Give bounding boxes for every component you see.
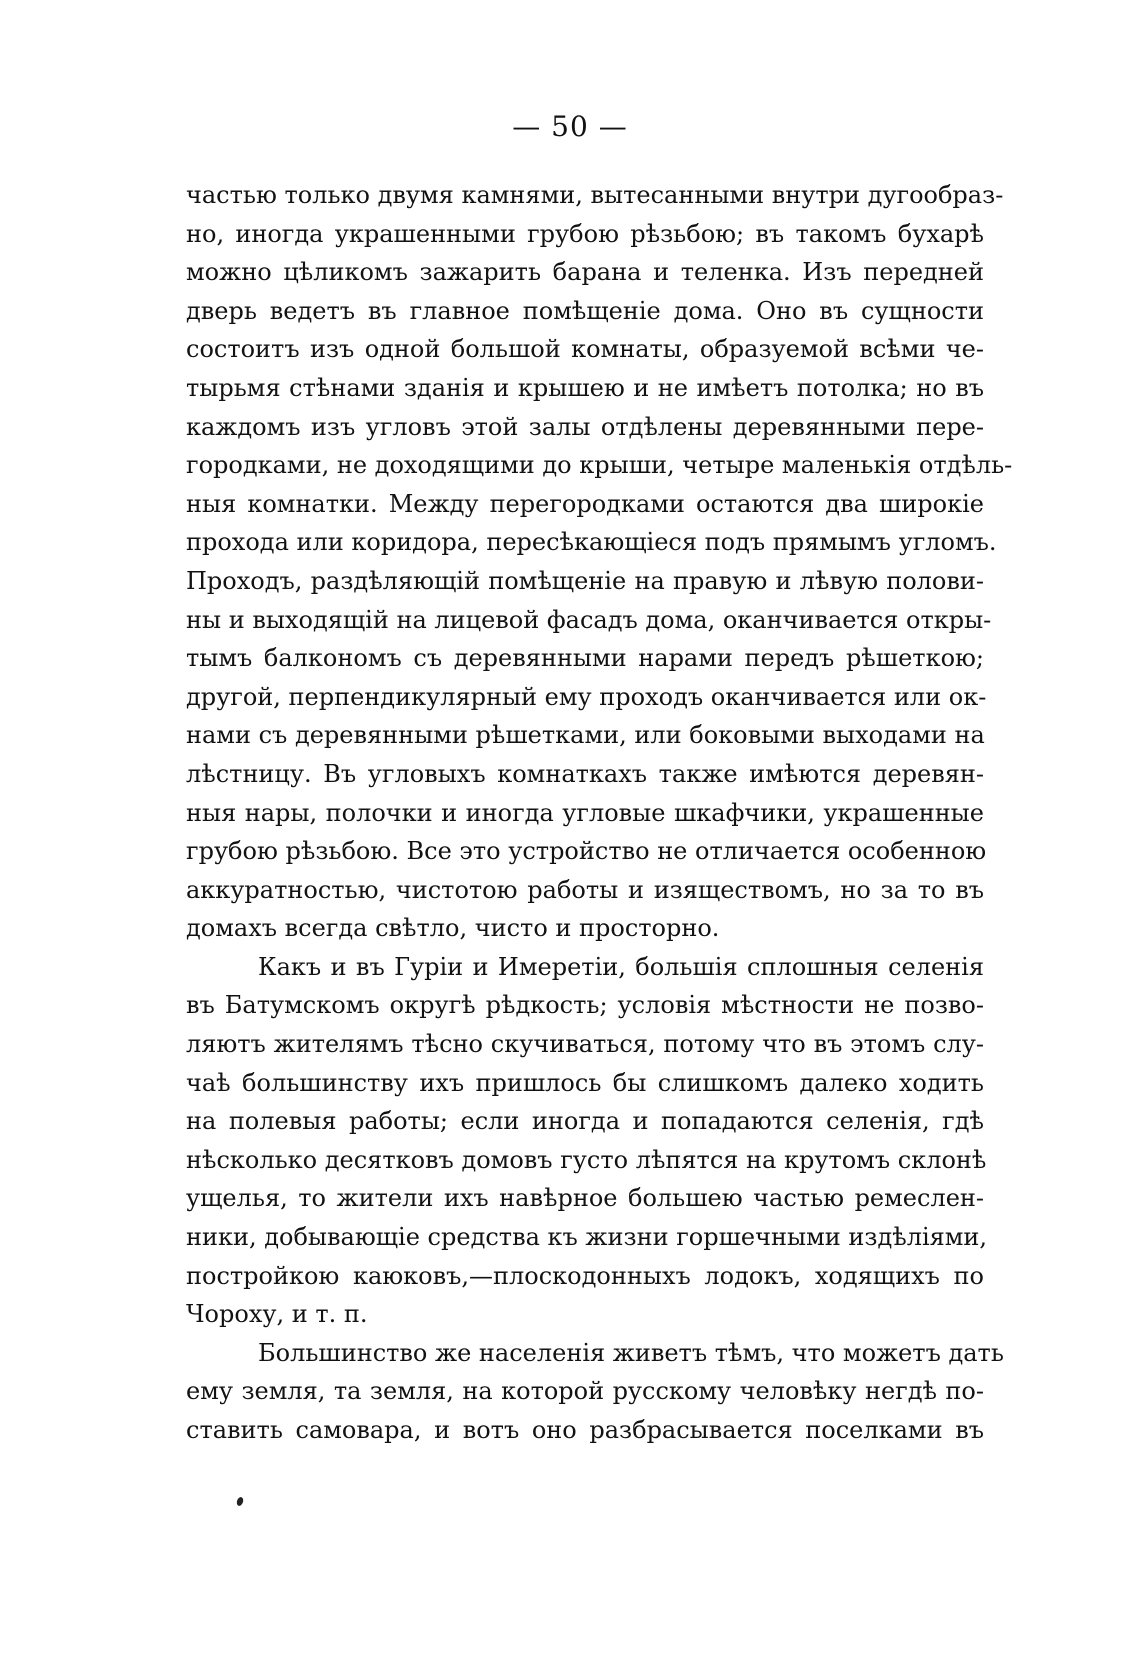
text-line: ныя нары, полочки и иногда угловые шкафчики, украшенные [186, 798, 984, 827]
text-line: ныя комнатки. Между перегородками остаются два широкіе [186, 489, 984, 518]
text-line: ники, добывающіе средства къ жизни горшечными издѣліями, [186, 1223, 988, 1252]
text-line: нами съ деревянными рѣшетками, или боковыми выходами на [186, 721, 985, 750]
text-line: частью только двумя камнями, вытесанными внутри дугообраз- [186, 181, 1004, 209]
text-line: Большинство же населенія живетъ тѣмъ, что можетъ дать [258, 1338, 1004, 1367]
body-text [186, 176, 1013, 1450]
text-line: городками, не доходящими до крыши, четыре маленькія отдѣль- [186, 451, 1013, 480]
text-line: домахъ всегда свѣтло, чисто и просторно. [186, 914, 720, 943]
text-line: тымъ балкономъ съ деревянными нарами передъ рѣшеткою; [186, 644, 984, 673]
text-line: ляютъ жителямъ тѣсно скучиваться, потому что въ этомъ слу- [186, 1030, 984, 1059]
text-line: на полевыя работы; если иногда и попадаются селенія, гдѣ [186, 1107, 984, 1136]
text-line: Какъ и въ Гуріи и Имеретіи, большія сплошныя селенія [258, 952, 984, 981]
text-line: можно цѣликомъ зажарить барана и теленка. Изъ передней [186, 258, 984, 287]
text-line: чаѣ большинству ихъ пришлось бы слишкомъ далеко ходить [186, 1068, 984, 1097]
text-line: тырьмя стѣнами зданія и крышею и не имѣетъ потолка; но въ [186, 373, 984, 402]
paragraph-2 [186, 948, 988, 1334]
text-line: Проходъ, раздѣляющій помѣщеніе на правую и лѣвую полови- [186, 566, 984, 595]
text-line: Чороху, и т. п. [186, 1300, 368, 1329]
text-line: каждомъ изъ угловъ этой залы отдѣлены деревянными пере- [186, 412, 984, 441]
text-line: другой, перпендикулярный ему проходъ оканчивается или ок- [186, 682, 987, 711]
text-line: грубою рѣзьбою. Все это устройство не отличается особенною [186, 837, 987, 866]
text-line: прохода или коридора, пересѣкающіеся подъ прямымъ угломъ. [186, 528, 997, 557]
text-line: въ Батумскомъ округѣ рѣдкость; условія мѣстности не позво- [186, 991, 984, 1020]
text-line: ущелья, то жители ихъ навѣрное большею частью ремеслен- [186, 1184, 984, 1213]
paragraph-3 [186, 1334, 1004, 1450]
page-number: — 50 — [512, 110, 628, 143]
paragraph-1 [186, 176, 1013, 948]
text-line: постройкою каюковъ,—плоскодонныхъ лодокъ, ходящихъ по [186, 1261, 984, 1290]
text-line: дверь ведетъ въ главное помѣщеніе дома. Оно въ сущности [186, 296, 984, 325]
text-line: ны и выходящій на лицевой фасадъ дома, оканчивается откры- [186, 605, 992, 634]
text-line: состоитъ изъ одной большой комнаты, образуемой всѣми че- [186, 335, 984, 364]
text-line: но, иногда украшенными грубою рѣзьбою; въ такомъ бухарѣ [186, 219, 984, 248]
text-line: лѣстницу. Въ угловыхъ комнаткахъ также имѣются деревян- [186, 759, 984, 788]
text-line: нѣсколько десятковъ домовъ густо лѣпятся на крутомъ склонѣ [186, 1145, 987, 1174]
ink-speck [236, 1496, 245, 1507]
text-line: ему земля, та земля, на которой русскому человѣку негдѣ по- [186, 1377, 984, 1406]
text-line: аккуратностью, чистотою работы и изяществомъ, но за то въ [186, 875, 984, 904]
text-line: ставить самовара, и вотъ оно разбрасывается поселками въ [186, 1416, 984, 1444]
